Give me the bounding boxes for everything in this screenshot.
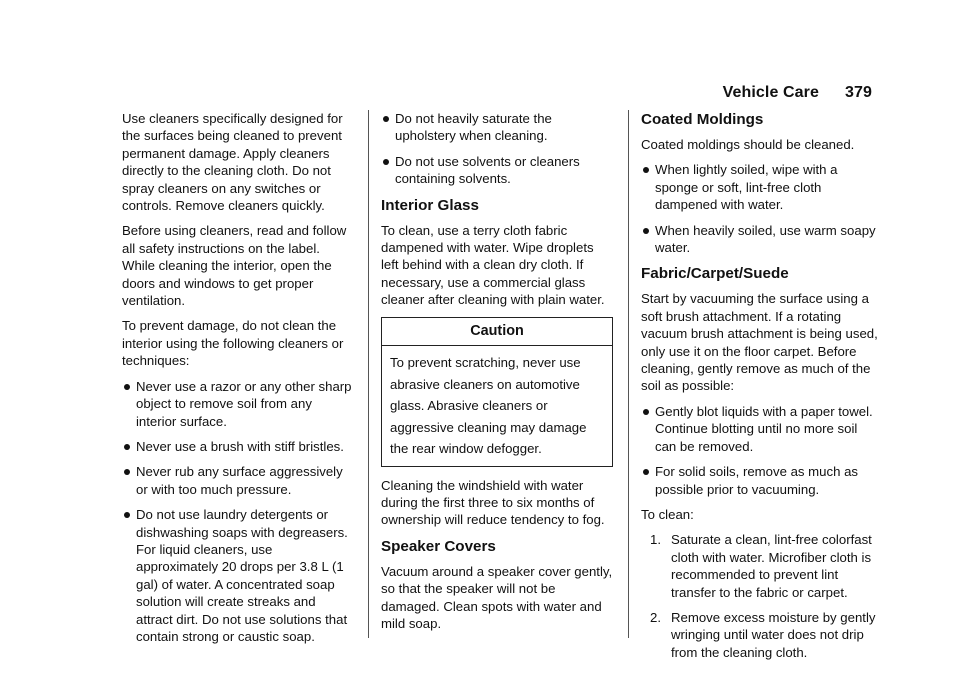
list-item: When lightly soiled, wipe with a sponge or soft, lint-free cloth dampened with water. [641, 161, 881, 213]
section-heading: Interior Glass [381, 196, 479, 214]
list-item: Do not use laundry detergents or dishwashing soaps with degreasers. For liquid cleaners, use approximately 20 drops per 3.8 L (1 gal) of water. A concentrated soap solution will create streaks and attract dirt. Do not use solutions that contain strong or caustic soap. [122, 506, 354, 645]
list-item: Never rub any surface aggressively or with too much pressure. [122, 463, 354, 498]
list-item: For solid soils, remove as much as possible prior to vacuuming. [641, 463, 881, 498]
paragraph: To prevent damage, do not clean the interior using the following cleaners or techniques: [122, 318, 344, 369]
paragraph: Start by vacuuming the surface using a soft brush attachment. If a rotating vacuum brush attachment is being used, only use it on the floor carpet. Before cleaning, gently remove as much of the soil as possible: [641, 291, 878, 394]
step-text: Saturate a clean, lint-free colorfast cloth with water. Microfiber cloth is recommended to prevent lint transfer to the fabric or carpet. [671, 532, 872, 600]
column-right [641, 110, 881, 669]
bullet-list [381, 110, 613, 188]
column-divider [368, 110, 369, 638]
list-item: Gently blot liquids with a paper towel. Continue blotting until no more soil can be removed. [641, 403, 881, 455]
caution-box [381, 317, 613, 467]
column-divider [628, 110, 629, 638]
list-item: Never use a brush with stiff bristles. [122, 438, 354, 455]
section-heading: Speaker Covers [381, 537, 496, 555]
list-item [641, 531, 881, 601]
paragraph: To clean: [641, 506, 694, 522]
paragraph: Vacuum around a speaker cover gently, so that the speaker will not be damaged. Clean spots with water and mild soap. [381, 563, 613, 631]
list-item: Never use a razor or any other sharp object to remove soil from any interior surface. [122, 378, 354, 430]
step-text: Remove excess moisture by gently wringing until water does not drip from the cleaning cloth. [671, 609, 876, 660]
paragraph: Cleaning the windshield with water during the first three to six months of ownership will reduce tendency to fog. [381, 477, 605, 528]
caution-title: Caution [382, 318, 612, 346]
paragraph: Use cleaners specifically designed for the surfaces being cleaned to prevent permanent damage. Apply cleaners directly to the cleaning cloth. Do not spray cleaners on any switches or controls. Remove cleaners quickly. [122, 111, 343, 214]
section-heading: Coated Moldings [641, 111, 764, 128]
running-header [723, 84, 872, 102]
bullet-list [641, 161, 881, 256]
section-heading: Fabric/Carpet/Suede [641, 265, 789, 283]
step-number: 1. [650, 532, 661, 548]
step-number: 2. [650, 609, 661, 625]
bullet-list [641, 403, 881, 498]
list-item: Do not heavily saturate the upholstery when cleaning. [381, 110, 613, 145]
caution-text: To prevent scratching, never use abrasive cleaners on automotive glass. Abrasive cleaners or aggressive cleaning may damage the rear window defogger. [390, 355, 587, 457]
column-middle [381, 110, 613, 640]
list-item [641, 609, 881, 661]
numbered-list [641, 531, 881, 661]
page-number: 379 [845, 84, 872, 101]
paragraph: Before using cleaners, read and follow all safety instructions on the label. While cleaning the interior, open the doors and windows to get proper ventilation. [122, 223, 347, 309]
list-item: When heavily soiled, use warm soapy water. [641, 222, 881, 257]
paragraph: Coated moldings should be cleaned. [641, 137, 855, 152]
list-item: Do not use solvents or cleaners containing solvents. [381, 153, 613, 188]
paragraph: To clean, use a terry cloth fabric dampened with water. Wipe droplets left behind with a clean dry cloth. If necessary, use a commercial glass cleaner after cleaning with plain water. [381, 222, 605, 308]
bullet-list [122, 378, 354, 646]
section-title: Vehicle Care [722, 84, 819, 101]
column-left [122, 110, 354, 653]
